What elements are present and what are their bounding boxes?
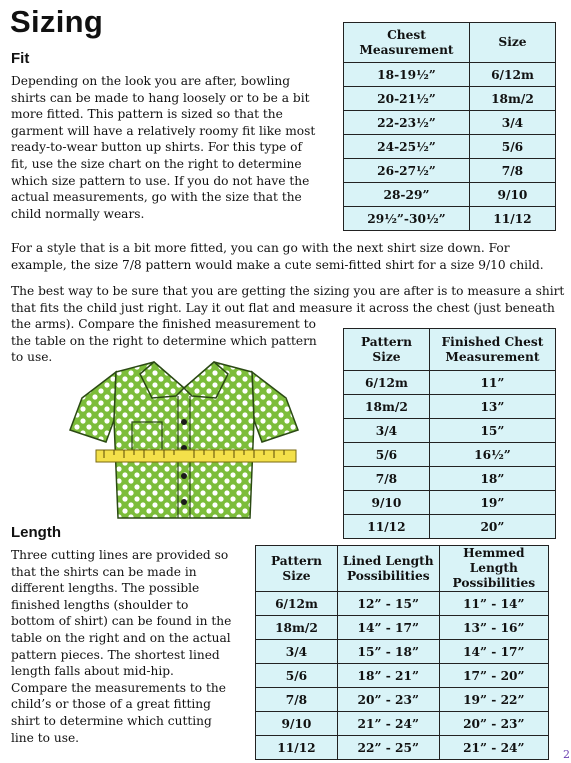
table-cell: 11/12 [256, 736, 338, 760]
text-line: that the shirts can be made in [11, 564, 197, 579]
fit-heading: Fit [11, 50, 30, 67]
text-line: garment will have a relatively roomy fit like most [11, 123, 316, 138]
chest-table-header: Size [469, 23, 555, 63]
text-line: pattern pieces. The shortest lined [11, 647, 220, 662]
text-line: line to use. [11, 730, 80, 745]
page-number: 2 [563, 748, 570, 761]
table-row [344, 443, 556, 467]
table-cell: 14” - 17” [337, 616, 439, 640]
text-line: table on the right and on the actual [11, 630, 231, 645]
table-row [344, 467, 556, 491]
text-line: length falls about mid-hip. [11, 664, 174, 679]
finished-table-header: Pattern Size [344, 329, 430, 371]
table-cell: 15” - 18” [337, 640, 439, 664]
text-line: to use. [11, 350, 53, 365]
length-table [255, 545, 549, 760]
text-line: bottom of shirt) can be found in the [11, 614, 232, 629]
table-row [344, 515, 556, 539]
table-cell: 3/4 [344, 419, 430, 443]
length-heading: Length [11, 524, 61, 541]
finished-table-header: Finished Chest Measurement [429, 329, 555, 371]
text-line: that fits the child just right. Lay it out flat and measure it across the chest (just beneath [11, 300, 555, 315]
text-line: the table on the right to determine which pattern [11, 333, 317, 348]
table-row [256, 664, 549, 688]
length-table-header: Hemmed Length Possibilities [439, 546, 548, 592]
chest-size-table [343, 22, 556, 231]
table-cell: 15” [429, 419, 555, 443]
table-cell: 11” [429, 371, 555, 395]
table-cell: 20-21½” [344, 87, 470, 111]
table-cell: 17” - 20” [439, 664, 548, 688]
table-cell: 21” - 24” [439, 736, 548, 760]
table-row [256, 736, 549, 760]
table-cell: 5/6 [469, 135, 555, 159]
table-cell: 20” [429, 515, 555, 539]
table-row [256, 712, 549, 736]
table-cell: 7/8 [344, 467, 430, 491]
length-table-header: Lined Length Possibilities [337, 546, 439, 592]
table-cell: 9/10 [469, 183, 555, 207]
table-cell: 18” - 21” [337, 664, 439, 688]
table-cell: 13” [429, 395, 555, 419]
table-cell: 13” - 16” [439, 616, 548, 640]
text-line: For a style that is a bit more fitted, you can go with the next shirt size down. For [11, 241, 510, 255]
table-cell: 19” [429, 491, 555, 515]
table-cell: 18” [429, 467, 555, 491]
length-table-header: Pattern Size [256, 546, 338, 592]
fit-paragraph-2 [11, 240, 566, 273]
table-cell: 5/6 [256, 664, 338, 688]
text-line: finished lengths (shoulder to [11, 597, 189, 612]
table-cell: 3/4 [469, 111, 555, 135]
table-cell: 29½”-30½” [344, 207, 470, 231]
table-cell: 7/8 [256, 688, 338, 712]
length-paragraph [11, 547, 246, 746]
table-cell: 12” - 15” [337, 592, 439, 616]
text-line: Compare the measurements to the [11, 680, 226, 695]
table-cell: 11/12 [344, 515, 430, 539]
table-cell: 6/12m [256, 592, 338, 616]
table-cell: 28-29” [344, 183, 470, 207]
text-line: more fitted. This pattern is sized so that the [11, 107, 283, 122]
table-row [256, 688, 549, 712]
table-cell: 11/12 [469, 207, 555, 231]
table-cell: 11” - 14” [439, 592, 548, 616]
table-row [344, 159, 556, 183]
text-line: Three cutting lines are provided so [11, 548, 229, 562]
table-cell: 26-27½” [344, 159, 470, 183]
table-row [256, 616, 549, 640]
fit-paragraph-1 [11, 73, 336, 222]
table-cell: 22-23½” [344, 111, 470, 135]
text-line: shirts can be made to hang loosely or to be a bit [11, 90, 310, 105]
table-row [344, 135, 556, 159]
table-cell: 7/8 [469, 159, 555, 183]
text-line: ready-to-wear button up shirts. For this type of [11, 140, 302, 155]
table-row [344, 419, 556, 443]
finished-chest-table [343, 328, 556, 539]
table-cell: 9/10 [256, 712, 338, 736]
table-cell: 5/6 [344, 443, 430, 467]
text-line: child normally wears. [11, 206, 145, 221]
text-line: different lengths. The possible [11, 581, 200, 596]
table-cell: 6/12m [469, 63, 555, 87]
table-cell: 22” - 25” [337, 736, 439, 760]
table-cell: 19” - 22” [439, 688, 548, 712]
text-line: the arms). Compare the finished measurement to [11, 317, 316, 332]
text-line: actual measurements, go with the size that the [11, 190, 302, 205]
table-row [344, 111, 556, 135]
chest-table-header: Chest Measurement [344, 23, 470, 63]
text-line: Depending on the look you are after, bowling [11, 74, 291, 88]
table-cell: 3/4 [256, 640, 338, 664]
table-cell: 24-25½” [344, 135, 470, 159]
table-cell: 18-19½” [344, 63, 470, 87]
table-row [344, 183, 556, 207]
text-line: child’s or those of a great fitting [11, 697, 211, 712]
page-title: Sizing [10, 4, 104, 39]
table-cell: 20” - 23” [439, 712, 548, 736]
text-line: The best way to be sure that you are getting the sizing you are after is to measure a shirt [11, 284, 565, 298]
table-cell: 16½” [429, 443, 555, 467]
table-row [344, 207, 556, 231]
table-row [256, 640, 549, 664]
table-row [344, 87, 556, 111]
table-row [256, 592, 549, 616]
table-row [344, 371, 556, 395]
table-cell: 21” - 24” [337, 712, 439, 736]
table-row [344, 395, 556, 419]
text-line: fit, use the size chart on the right to determine [11, 156, 302, 171]
text-line: which size pattern to use. If you do not have the [11, 173, 310, 188]
table-cell: 18m/2 [469, 87, 555, 111]
table-cell: 9/10 [344, 491, 430, 515]
table-cell: 18m/2 [256, 616, 338, 640]
table-row [344, 491, 556, 515]
table-cell: 6/12m [344, 371, 430, 395]
text-line: shirt to determine which cutting [11, 713, 212, 728]
table-row [344, 63, 556, 87]
table-cell: 14” - 17” [439, 640, 548, 664]
shirt-with-measuring-tape-icon [68, 358, 300, 520]
table-cell: 20” - 23” [337, 688, 439, 712]
text-line: example, the size 7/8 pattern would make a cute semi-fitted shirt for a size 9/10 child. [11, 257, 544, 272]
table-cell: 18m/2 [344, 395, 430, 419]
